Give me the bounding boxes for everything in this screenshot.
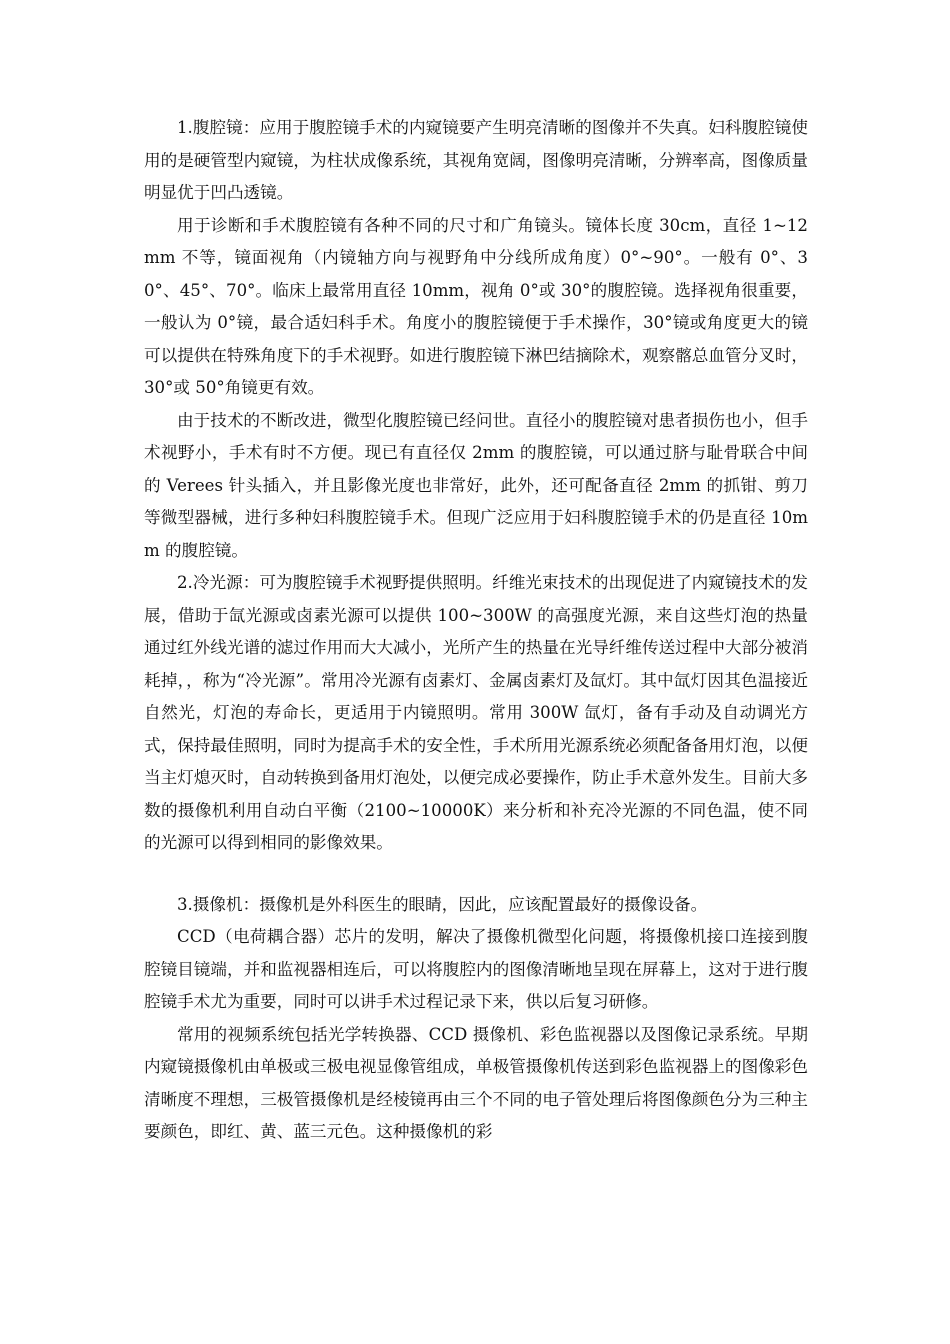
paragraph-camera: 3.摄像机：摄像机是外科医生的眼睛，因此，应该配置最好的摄像设备。 bbox=[177, 894, 708, 914]
paragraph-video-system: 常用的视频系统包括光学转换器、CCD 摄像机、彩色监视器以及图像记录系统。早期内窥镜摄像机由单极或三极电视显像管组成，单极管摄像机传送到彩色监视器上的图像彩色清晰度不理想，三极管摄像机是经棱镜再由三个不同的电子管处理后将图像颜色分为三种主要颜色，即红、黄、蓝三元色。这种摄像机的彩 bbox=[144, 1024, 808, 1141]
paragraph-lens-sizes: 用于诊断和手术腹腔镜有各种不同的尺寸和广角镜头。镜体长度 30cm，直径 1~12mm 不等，镜面视角（内镜轴方向与视野角中分线所成角度）0°~90°。一般有 0°、30°、45°、70°。临床上最常用直径 10mm，视角 0°或 30°的腹腔镜。选择视角很重要，一般认为 0°镜，最合适妇科手术。角度小的腹腔镜便于手术操作，30°镜或角度更大的镜可以提供在特殊角度下的手术视野。如进行腹腔镜下淋巴结摘除术，观察髂总血管分叉时，30°或 50°角镜更有效。 bbox=[144, 215, 808, 397]
paragraph-cold-light-source: 2.冷光源：可为腹腔镜手术视野提供照明。纤维光束技术的出现促进了内窥镜技术的发展，借助于氙光源或卤素光源可以提供 100~300W 的高强度光源，来自这些灯泡的热量通过红外线光谱的滤过作用而大大减小，光所产生的热量在光导纤维传送过程中大部分被消耗掉，，称为“冷光源”。常用冷光源有卤素灯、金属卤素灯及氙灯。其中氙灯因其色温接近自然光，灯泡的寿命长，更适用于内镜照明。常用 300W 氙灯，备有手动及自动调光方式，保持最佳照明，同时为提高手术的安全性，手术所用光源系统必须配备备用灯泡，以便当主灯熄灭时，自动转换到备用灯泡处，以便完成必要操作，防止手术意外发生。目前大多数的摄像机利用自动白平衡（2100~10000K）来分析和补充冷光源的不同色温，使不同的光源可以得到相同的影像效果。 bbox=[144, 573, 808, 852]
paragraph-ccd: CCD（电荷耦合器）芯片的发明，解决了摄像机微型化问题，将摄像机接口连接到腹腔镜目镜端，并和监视器相连后，可以将腹腔内的图像清晰地呈现在屏幕上，这对于进行腹腔镜手术尤为重要，同时可以讲手术过程记录下来，供以后复习研修。 bbox=[144, 927, 808, 1011]
paragraph-laparoscope: 1.腹腔镜：应用于腹腔镜手术的内窥镜要产生明亮清晰的图像并不失真。妇科腹腔镜使用的是硬管型内窥镜，为柱状成像系统，其视角宽阔，图像明亮清晰，分辨率高，图像质量明显优于凹凸透镜。 bbox=[144, 118, 808, 202]
paragraph-mini-laparoscope: 由于技术的不断改进，微型化腹腔镜已经问世。直径小的腹腔镜对患者损伤也小，但手术视野小，手术有时不方便。现已有直径仅 2mm 的腹腔镜，可以通过脐与耻骨联合中间的 Verees 针头插入，并且影像光度也非常好，此外，还可配备直径 2mm 的抓钳、剪刀等微型器械，进行多种妇科腹腔镜手术。但现广泛应用于妇科腹腔镜手术的仍是直径 10mm 的腹腔镜。 bbox=[144, 410, 808, 560]
paragraph-spacer bbox=[144, 860, 808, 889]
document-body bbox=[144, 112, 808, 1149]
